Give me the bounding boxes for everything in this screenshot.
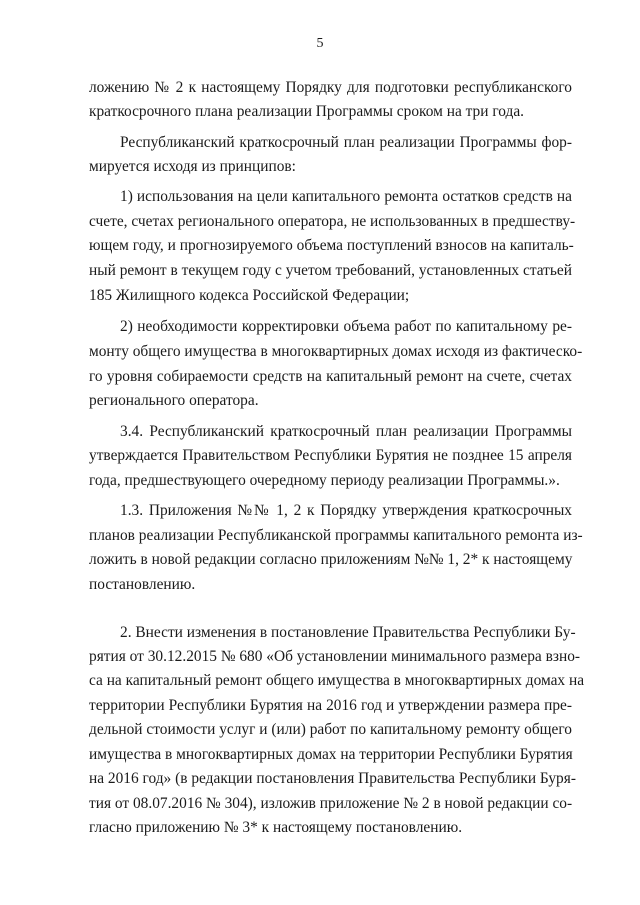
text-line: 3.4. Республиканский краткосрочный план реализации Программы [120, 423, 572, 440]
text-line: ложению № 2 к настоящему Порядку для подготовки республиканского [89, 79, 572, 96]
text-line: 185 Жилищного кодекса Российской Федерации; [89, 287, 410, 304]
text-line: утверждается Правительством Республики Бурятия не позднее 15 апреля [89, 447, 572, 464]
text-line: са на капитальный ремонт общего имущества в многоквартирных домах на [89, 672, 585, 689]
text-line: дельной стоимости услуг и (или) работ по капитальному ремонту общего [89, 721, 572, 738]
text-line: краткосрочного плана реализации Программы сроком на три года. [89, 103, 525, 120]
text-line: 1) использования на цели капитального ремонта остатков средств на [120, 188, 572, 205]
page-number: 5 [316, 36, 324, 51]
text-line: 2. Внести изменения в постановление Правительства Республики Бу- [120, 624, 576, 641]
text-line: го уровня собираемости средств на капитальный ремонт на счете, счетах [89, 368, 572, 385]
text-line: на 2016 год» (в редакции постановления Правительства Республики Буря- [89, 770, 576, 787]
text-line: планов реализации Республиканской программы капитального ремонта из- [89, 527, 583, 544]
text-line: 2) необходимости корректировки объема работ по капитальному ре- [120, 318, 572, 335]
text-line: гласно приложению № 3* к настоящему постановлению. [89, 819, 463, 836]
text-line: ложить в новой редакции согласно приложениям №№ 1, 2* к настоящему [89, 551, 573, 568]
text-line: территории Республики Бурятия на 2016 год и утверждении размера пре- [89, 697, 572, 714]
text-line: ный ремонт в текущем году с учетом требований, установленных статьей [89, 262, 572, 279]
text-line: ющем году, и прогнозируемого объема поступлений взносов на капиталь- [89, 237, 574, 254]
text-line: имущества в многоквартирных домах на территории Республики Бурятия [89, 746, 573, 763]
text-line: рятия от 30.12.2015 № 680 «Об установлении минимального размера взно- [89, 648, 581, 665]
text-line: 1.3. Приложения №№ 1, 2 к Порядку утверждения краткосрочных [120, 502, 572, 519]
text-line: счете, счетах регионального оператора, не использованных в предшеству- [89, 213, 576, 230]
text-line: постановлению. [89, 576, 196, 593]
text-line: тия от 08.07.2016 № 304), изложив приложение № 2 в новой редакции со- [89, 795, 573, 812]
text-line: Республиканский краткосрочный план реализации Программы фор- [120, 134, 572, 151]
text-line: регионального оператора. [89, 392, 259, 409]
text-line: года, предшествующего очередному периоду реализации Программы.». [89, 472, 560, 489]
text-line: монту общего имущества в многоквартирных домах исходя из фактическо- [89, 343, 583, 360]
text-line: мируется исходя из принципов: [89, 158, 296, 175]
